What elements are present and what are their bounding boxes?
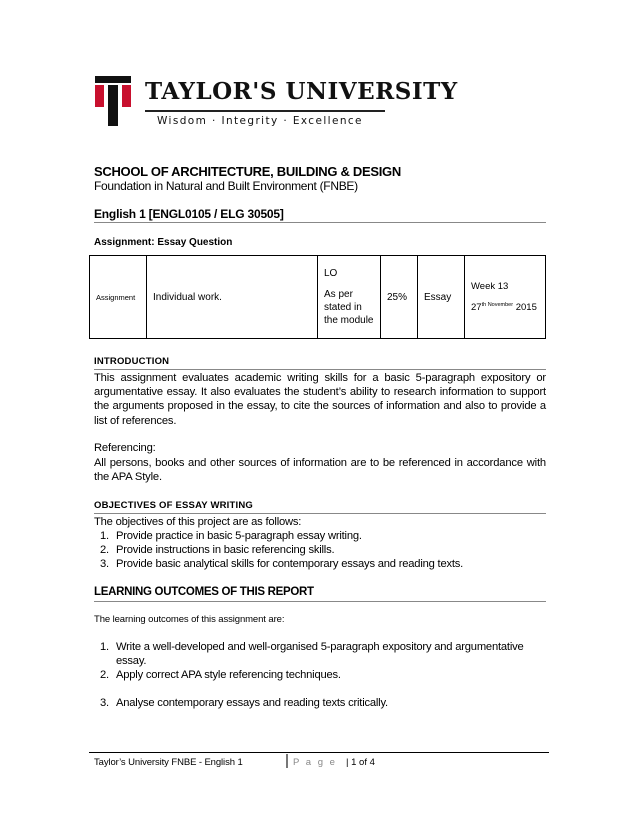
- assignment-title: Assignment: Essay Question: [94, 237, 233, 248]
- list-item: 1. Write a well-developed and well-organised 5-paragraph expository and argumentative essay.: [100, 641, 524, 667]
- outcomes-heading: LEARNING OUTCOMES OF THIS REPORT: [94, 586, 314, 598]
- referencing-text: All persons, books and other sources of information are to be referenced in accordance with the APA Style.: [94, 457, 546, 484]
- lo-heading: LO: [324, 268, 338, 279]
- outcomes-list-continued: [94, 696, 546, 710]
- footer-course: Taylor’s University FNBE - English 1: [94, 757, 243, 768]
- list-item: 2. Provide instructions in basic referencing skills.: [100, 544, 335, 556]
- list-item: 2. Apply correct APA style referencing techniques.: [100, 669, 341, 681]
- introduction-paragraph: This assignment evaluates academic writing skills for a basic 5-paragraph expository or argumentative essay. It also evaluates the student’s ability to research information to support the arguments proposed in the essay, to cite the sources of information and also to provide a list of references.: [94, 372, 546, 427]
- list-item: 3. Provide basic analytical skills for contemporary essays and reading texts.: [100, 558, 464, 570]
- objectives-list: [94, 515, 546, 571]
- list-item: 3. Analyse contemporary essays and reading texts critically.: [100, 697, 388, 709]
- footer-divider: [89, 752, 549, 753]
- outcomes-intro: The learning outcomes of this assignment are:: [94, 614, 285, 625]
- cell-lo: [318, 256, 381, 339]
- logo-wordmark: TAYLOR'S UNIVERSITY: [145, 78, 458, 105]
- introduction-divider: [94, 369, 546, 370]
- introduction-heading: INTRODUCTION: [94, 356, 170, 367]
- date-year: 2015: [515, 301, 537, 313]
- footer-page-label: P a g e: [293, 757, 337, 768]
- outcomes-list: [94, 640, 546, 682]
- objectives-intro: The objectives of this project are as follows:: [94, 516, 302, 528]
- list-item: 1. Provide practice in basic 5-paragraph essay writing.: [100, 530, 362, 542]
- lo-text: As per stated in the module: [324, 289, 374, 326]
- cell-work: Individual work.: [147, 256, 318, 339]
- logo-tagline: Wisdom · Integrity · Excellence: [157, 115, 363, 127]
- objectives-divider: [94, 513, 546, 514]
- assignment-info-table: [89, 255, 546, 339]
- referencing-label: Referencing:: [94, 442, 156, 454]
- due-date: [471, 302, 537, 313]
- footer-page-number: | 1 of 4: [346, 757, 375, 768]
- outcomes-divider: [94, 601, 546, 602]
- cell-type: Assignment: [90, 256, 147, 339]
- week-label: Week 13: [471, 281, 509, 293]
- date-day: 27: [471, 301, 482, 313]
- date-suffix: th November: [481, 301, 514, 308]
- taylors-shield-icon: [95, 76, 131, 126]
- cell-kind: Essay: [418, 256, 465, 339]
- course-title: English 1 [ENGL0105 / ELG 30505]: [94, 207, 284, 221]
- cell-week: [465, 256, 546, 339]
- school-name: SCHOOL OF ARCHITECTURE, BUILDING & DESIGN: [94, 164, 401, 179]
- footer-separator: [286, 754, 288, 768]
- course-divider: [94, 222, 546, 223]
- objectives-heading: OBJECTIVES OF ESSAY WRITING: [94, 500, 254, 511]
- cell-weight: 25%: [381, 256, 418, 339]
- logo-divider: [145, 110, 385, 112]
- program-name: Foundation in Natural and Built Environment (FNBE): [94, 179, 358, 193]
- university-logo: [95, 72, 458, 132]
- table-row: [90, 256, 546, 339]
